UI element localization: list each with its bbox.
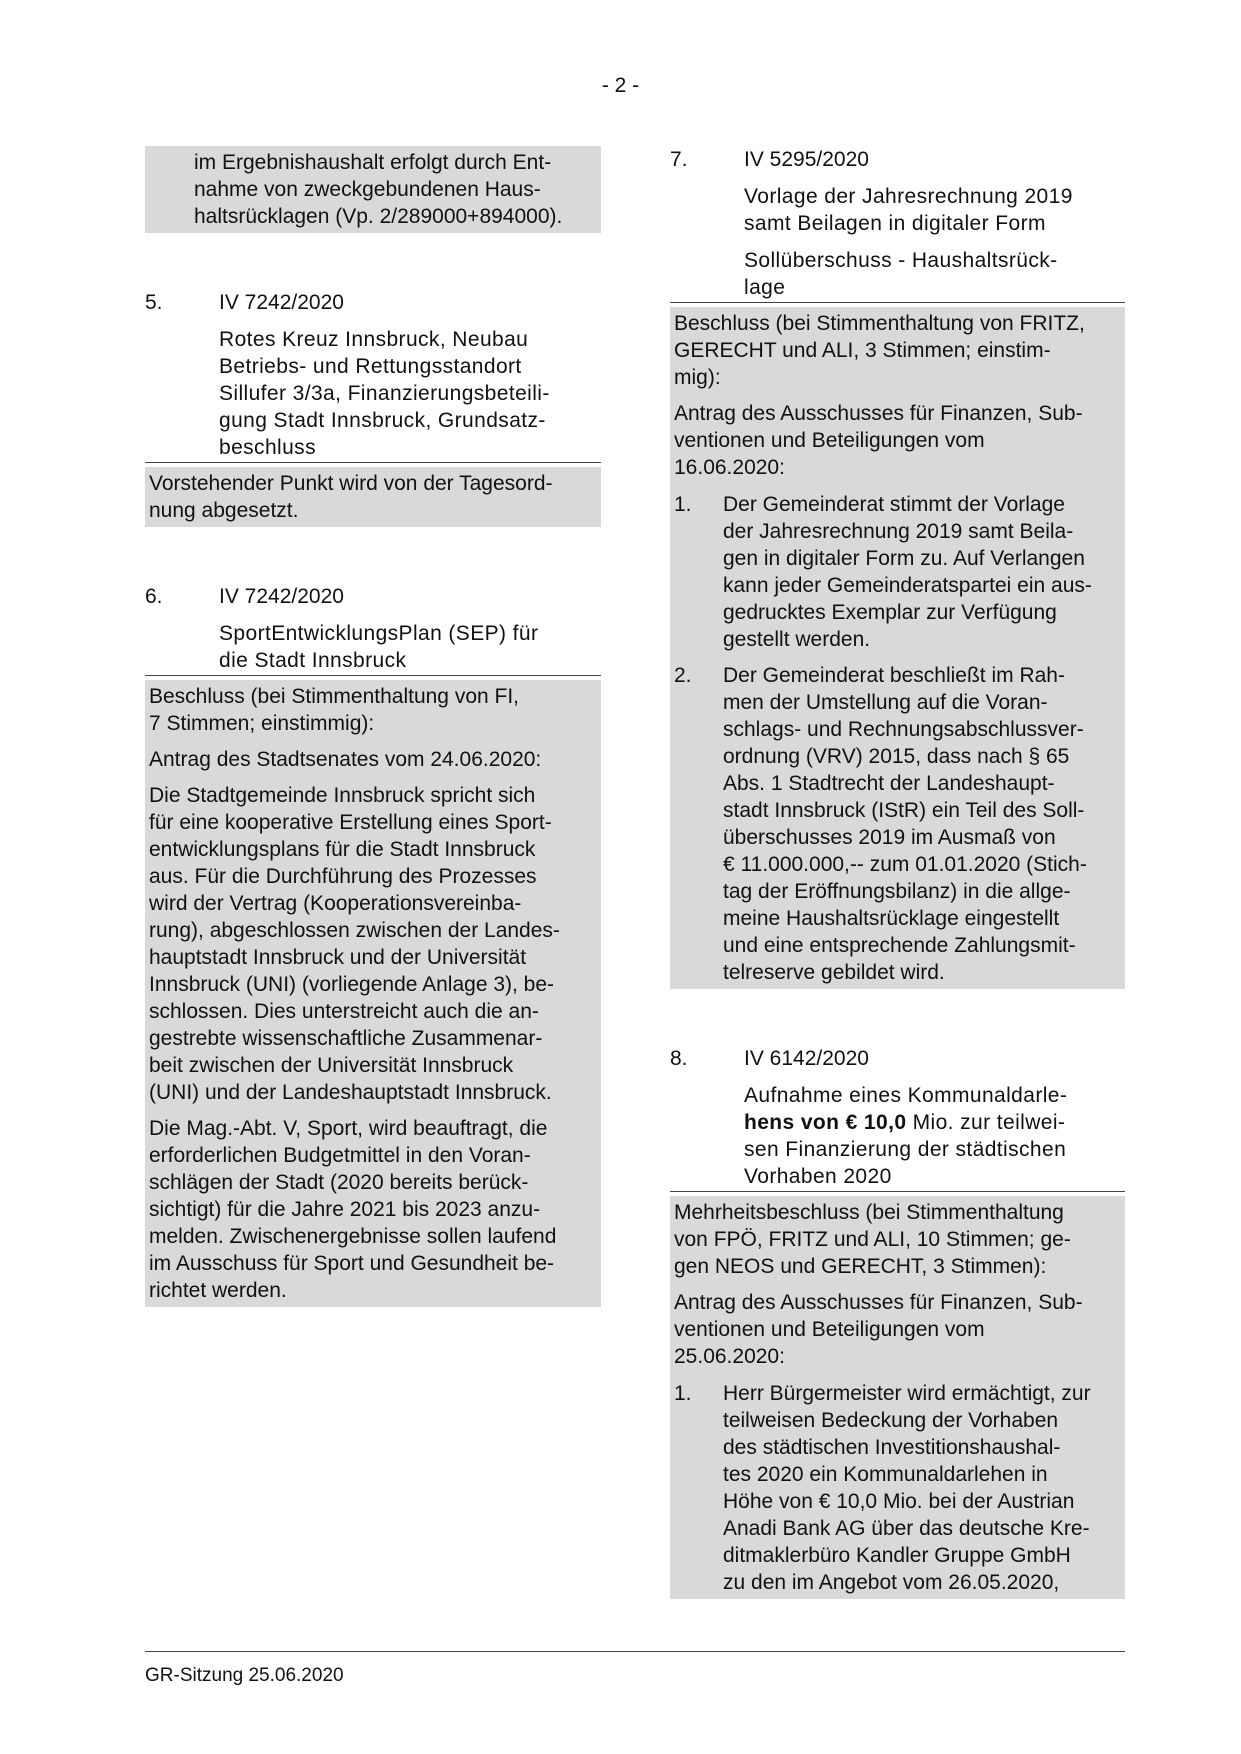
continuation-text: im Ergebnishaushalt erfolgt durch Ent- nahme von zweckgebundenen Haus- haltsrücklagen (Vp. 2/289000+894000).: [145, 146, 601, 233]
item-number: 6.: [145, 585, 163, 608]
resolution-list: [674, 491, 1121, 986]
item-reference: IV 6142/2020: [744, 1047, 869, 1070]
item-subject: SportEntwicklungsPlan (SEP) für die Stadt Innsbruck: [145, 620, 601, 676]
decision-text: Beschluss (bei Stimmenthaltung von FRITZ, GERECHT und ALI, 3 Stimmen; einstim- mig):: [674, 312, 1085, 389]
agenda-item-7: [670, 146, 1125, 989]
motion-text: Antrag des Stadtsenates vom 24.06.2020:: [149, 748, 542, 771]
resolution-paragraph-1: Die Stadtgemeinde Innsbruck spricht sich für eine kooperative Erstellung eines Sport- entwicklungsplans für die Stadt Innsbruck aus. Für die Durchführung des Prozesses wird der Vertrag (Kooperationsvereinba- rung), abgeschlossen zwischen der Landes- hauptstadt Innsbruck und der Universität Innsbruck (UNI) (vorliegende Anlage 3), be- schlossen. Dies unterstreicht auch die an- gestrebte wissenschaftliche Zusammenar- beit zwischen der Universität Innsbruck (UNI) und der Landeshauptstadt Innsbruck.: [149, 784, 560, 1104]
item-subject: Vorlage der Jahresrechnung 2019 samt Beilagen in digitaler Form: [744, 185, 1073, 235]
list-item: 2. Der Gemeinderat beschließt im Rah- men der Umstellung auf die Voran- schlags- und Rechnungsabschlussver- ordnung (VRV) 2015, dass nach § 65 Abs. 1 Stadtrecht der Landeshaupt- stadt Innsbruck (IStR) ein Teil des Soll- überschusses 2019 im Ausmaß von € 11.000.000,-- zum 01.01.2020 (Stich- tag der Eröffnungsbilanz) in die allge- meine Haushaltsrücklage eingestellt und eine entsprechende Zahlungsmit- telreserve gebildet wird.: [674, 664, 1087, 984]
agenda-item-5: [145, 289, 601, 527]
page-footer: GR-Sitzung 25.06.2020: [145, 1651, 1125, 1689]
item-number: 5.: [145, 291, 163, 314]
agenda-item-6: [145, 583, 601, 1307]
item-subtitle: Sollüberschuss - Haushaltsrück- lage: [670, 247, 1125, 303]
item-reference: IV 5295/2020: [744, 148, 869, 171]
decision-block: [670, 307, 1125, 989]
decision-text: Mehrheitsbeschluss (bei Stimmenthaltung von FPÖ, FRITZ und ALI, 10 Stimmen; ge- gen NEOS und GERECHT, 3 Stimmen):: [674, 1201, 1071, 1278]
resolution-list: [674, 1380, 1121, 1596]
right-column: [670, 146, 1125, 1599]
list-item: 1. Herr Bürgermeister wird ermächtigt, zur teilweisen Bedeckung der Vorhaben des städtischen Investitionshaushal- tes 2020 ein Kommunaldarlehen in Höhe von € 10,0 Mio. bei der Austrian Anadi Bank AG über das deutsche Kre- ditmaklerbüro Kandler Gruppe GmbH zu den im Angebot vom 26.05.2020,: [674, 1382, 1091, 1594]
list-item: 1. Der Gemeinderat stimmt der Vorlage der Jahresrechnung 2019 samt Beila- gen in digitaler Form zu. Auf Verlangen kann jeder Gemeinderatspartei ein aus- gedrucktes Exemplar zur Verfügung gestellt werden.: [674, 493, 1092, 651]
bold-amount: hens von € 10,0: [744, 1111, 907, 1134]
resolution-paragraph-2: Die Mag.-Abt. V, Sport, wird beauftragt, die erforderlichen Budgetmittel in den Voran- schlägen der Stadt (2020 bereits berück- sichtigt) für die Jahre 2021 bis 2023 anzu- melden. Zwischenergebnisse sollen laufend im Ausschuss für Sport und Gesundheit be- richtet werden.: [149, 1117, 557, 1302]
decision-text: Vorstehender Punkt wird von der Tagesord- nung abgesetzt.: [145, 467, 601, 527]
motion-text: Antrag des Ausschusses für Finanzen, Sub- ventionen und Beteiligungen vom 25.06.2020:: [674, 1291, 1083, 1368]
item-subject: Rotes Kreuz Innsbruck, Neubau Betriebs- und Rettungsstandort Sillufer 3/3a, Finanzierungsbeteili- gung Stadt Innsbruck, Grundsatz- beschluss: [145, 326, 601, 463]
decision-text: Beschluss (bei Stimmenthaltung von FI, 7 Stimmen; einstimmig):: [149, 685, 520, 735]
item-number: 8.: [670, 1047, 688, 1070]
item-subject: Aufnahme eines Kommunaldarle- hens von € 10,0 Mio. zur teilwei- sen Finanzierung der städtischen Vorhaben 2020: [670, 1082, 1125, 1192]
decision-block: [145, 680, 601, 1307]
agenda-item-8: [670, 1045, 1125, 1599]
item-number: 7.: [670, 148, 688, 171]
page-number: - 2 -: [601, 74, 640, 97]
decision-block: [670, 1196, 1125, 1599]
left-column: [145, 146, 601, 1307]
item-reference: IV 7242/2020: [219, 585, 344, 608]
item-reference: IV 7242/2020: [219, 291, 344, 314]
motion-text: Antrag des Ausschusses für Finanzen, Sub- ventionen und Beteiligungen vom 16.06.2020:: [674, 402, 1083, 479]
